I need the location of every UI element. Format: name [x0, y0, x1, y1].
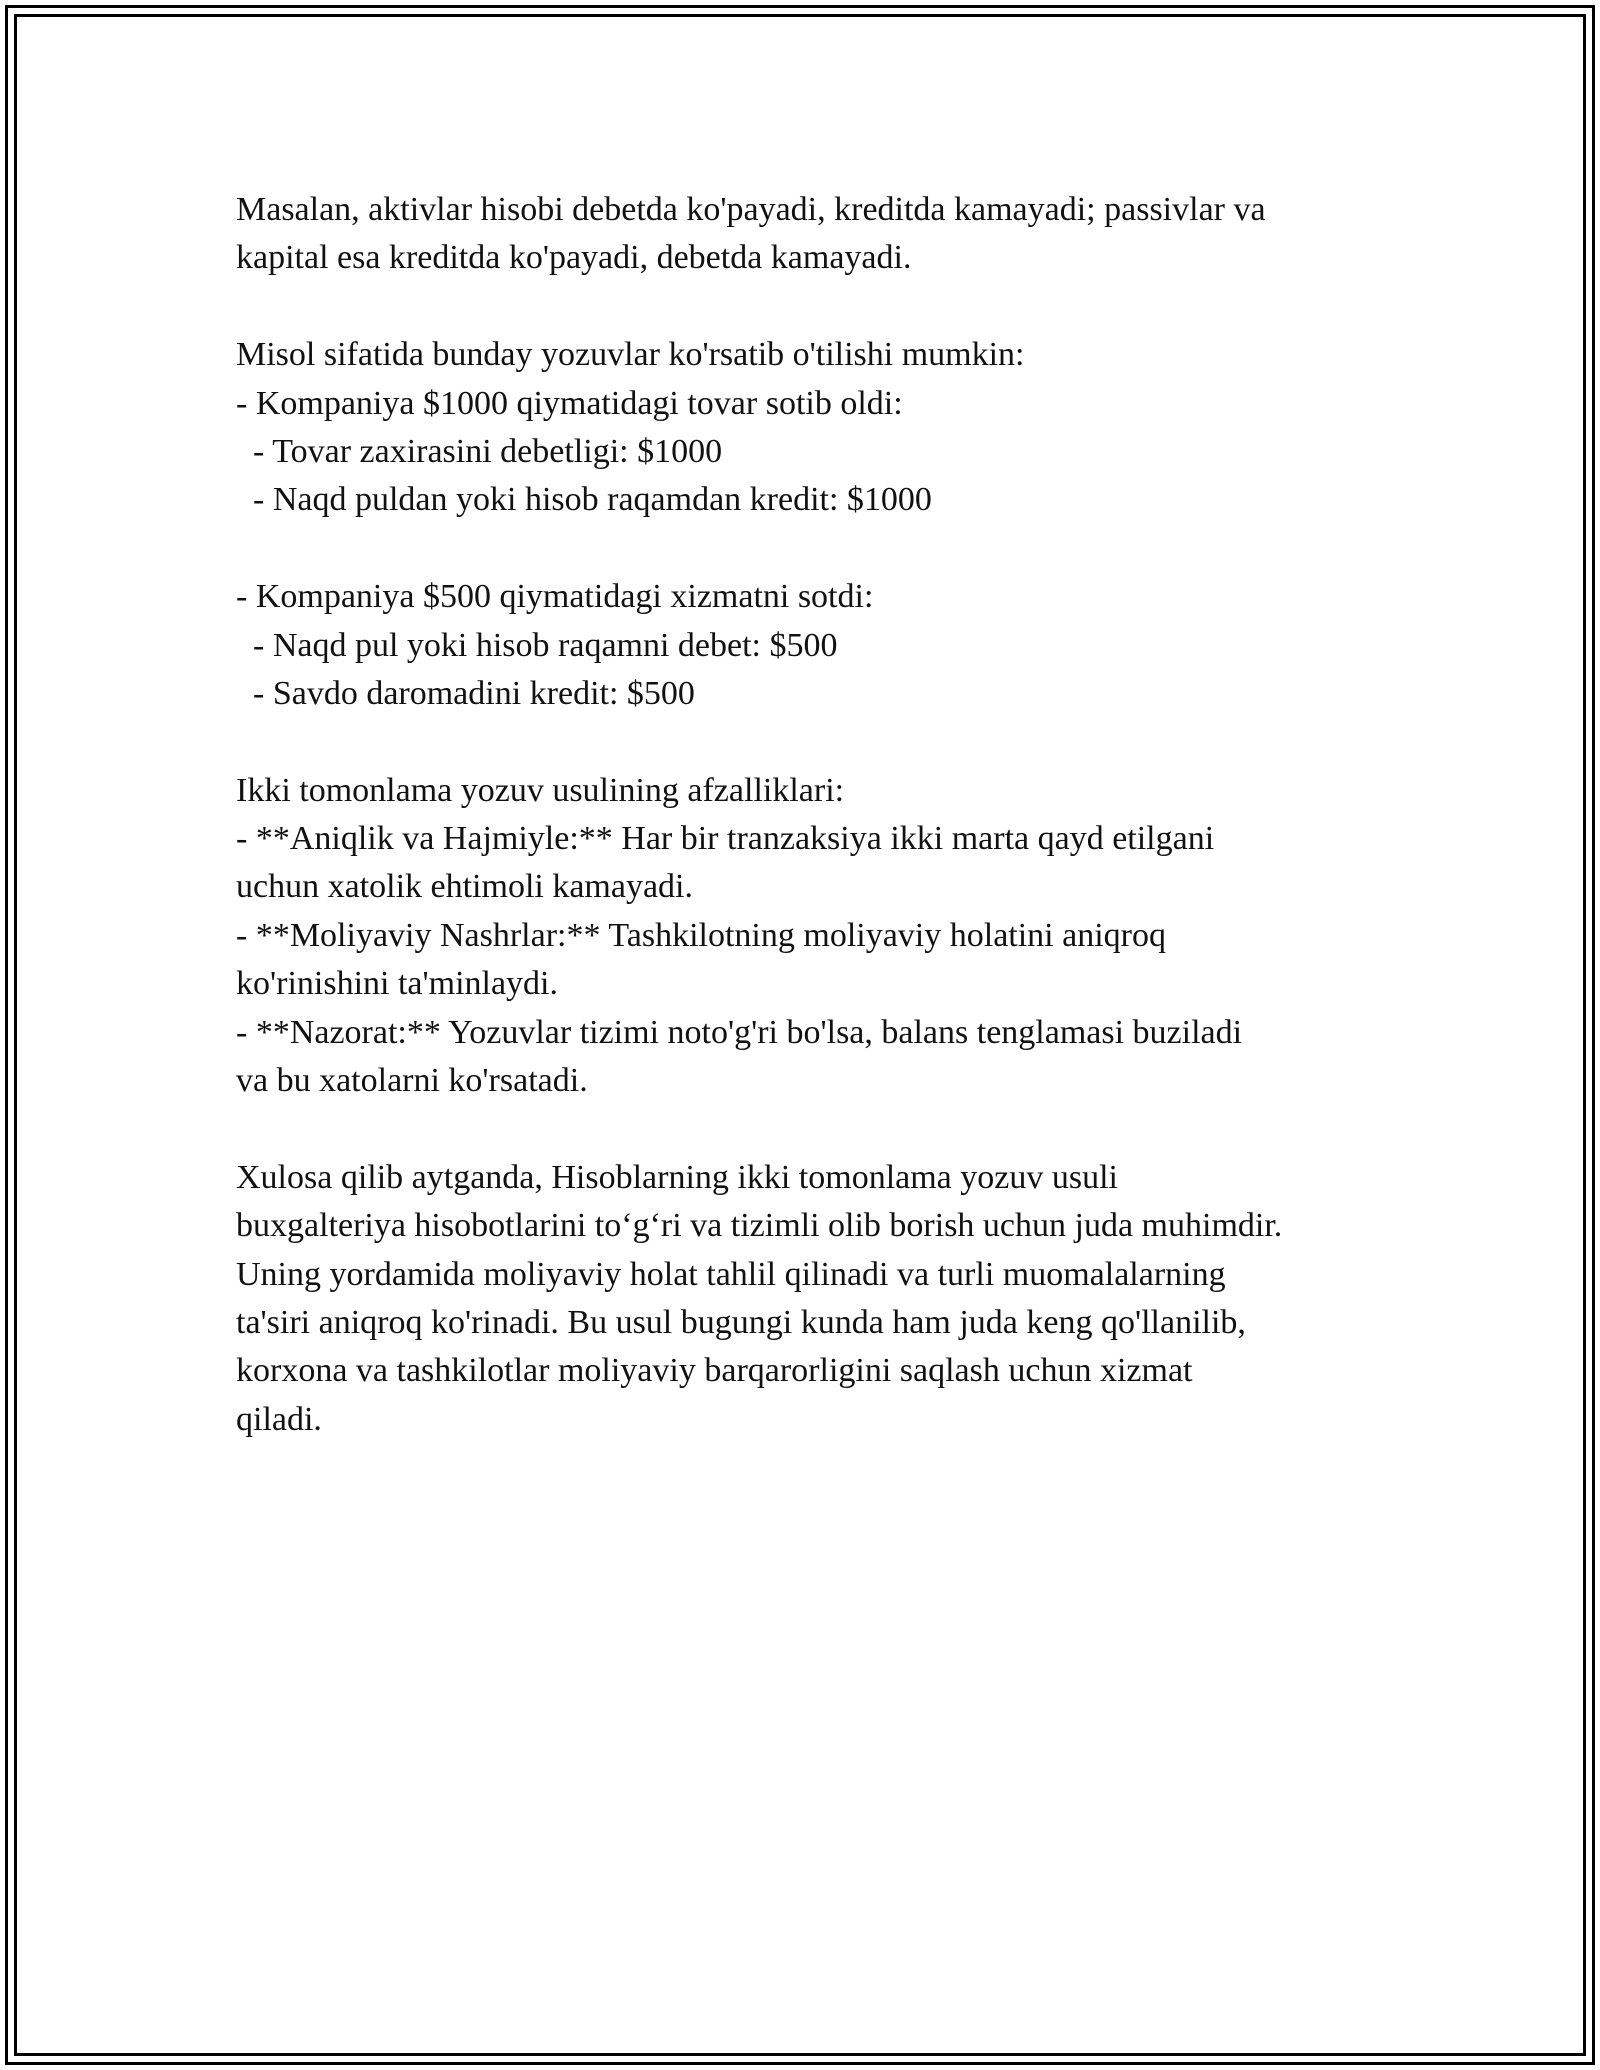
paragraph-example-purchase [236, 331, 1396, 525]
text-line: ko'rinishini ta'minlaydi. [236, 965, 559, 1003]
text-line: buxgalteriya hisobotlarini to‘g‘ri va tizimli olib borish uchun juda muhimdir. [236, 1207, 1283, 1245]
text-line: ta'siri aniqroq ko'rinadi. Bu usul bugungi kunda ham juda keng qo'llanilib, [236, 1303, 1246, 1341]
text-line: Ikki tomonlama yozuv usulining afzalliklari: [236, 771, 845, 809]
text-line: korxona va tashkilotlar moliyaviy barqarorligini saqlash uchun xizmat [236, 1352, 1193, 1390]
list-subitem: - Naqd pul yoki hisob raqamni debet: $500 [236, 626, 838, 664]
paragraph-debit-credit-rules [236, 186, 1396, 283]
list-subitem: - Tovar zaxirasini debetligi: $1000 [236, 432, 723, 470]
list-item: - **Moliyaviy Nashrlar:** Tashkilotning moliyaviy holatini aniqroq [236, 916, 1166, 954]
paragraph-conclusion [236, 1154, 1396, 1444]
text-line: Masalan, aktivlar hisobi debetda ko'payadi, kreditda kamayadi; passivlar va [236, 191, 1266, 228]
list-subitem: - Naqd puldan yoki hisob raqamdan kredit: $1000 [236, 481, 932, 519]
text-line: Misol sifatida bunday yozuvlar ko'rsatib o'tilishi mumkin: [236, 336, 1025, 374]
list-item: - **Aniqlik va Hajmiyle:** Har bir tranzaksiya ikki marta qayd etilgani [236, 820, 1215, 858]
paragraph-example-sale [236, 573, 1396, 718]
text-line: Xulosa qilib aytganda, Hisoblarning ikki tomonlama yozuv usuli [236, 1158, 1118, 1196]
paragraph-advantages [236, 767, 1396, 1106]
text-line: Uning yordamida moliyaviy holat tahlil qilinadi va turli muomalalarning [236, 1255, 1226, 1293]
text-line: uchun xatolik ehtimoli kamayadi. [236, 868, 694, 906]
text-line: qiladi. [236, 1400, 322, 1438]
document-body [236, 186, 1396, 1444]
text-line: kapital esa kreditda ko'payadi, debetda kamayadi. [236, 239, 912, 277]
list-subitem: - Savdo daromadini kredit: $500 [236, 674, 695, 712]
list-item: - Kompaniya $500 qiymatidagi xizmatni sotdi: [236, 578, 874, 616]
list-item: - Kompaniya $1000 qiymatidagi tovar sotib oldi: [236, 384, 903, 422]
list-item: - **Nazorat:** Yozuvlar tizimi noto'g'ri bo'lsa, balans tenglamasi buziladi [236, 1013, 1243, 1051]
text-line: va bu xatolarni ko'rsatadi. [236, 1062, 588, 1100]
